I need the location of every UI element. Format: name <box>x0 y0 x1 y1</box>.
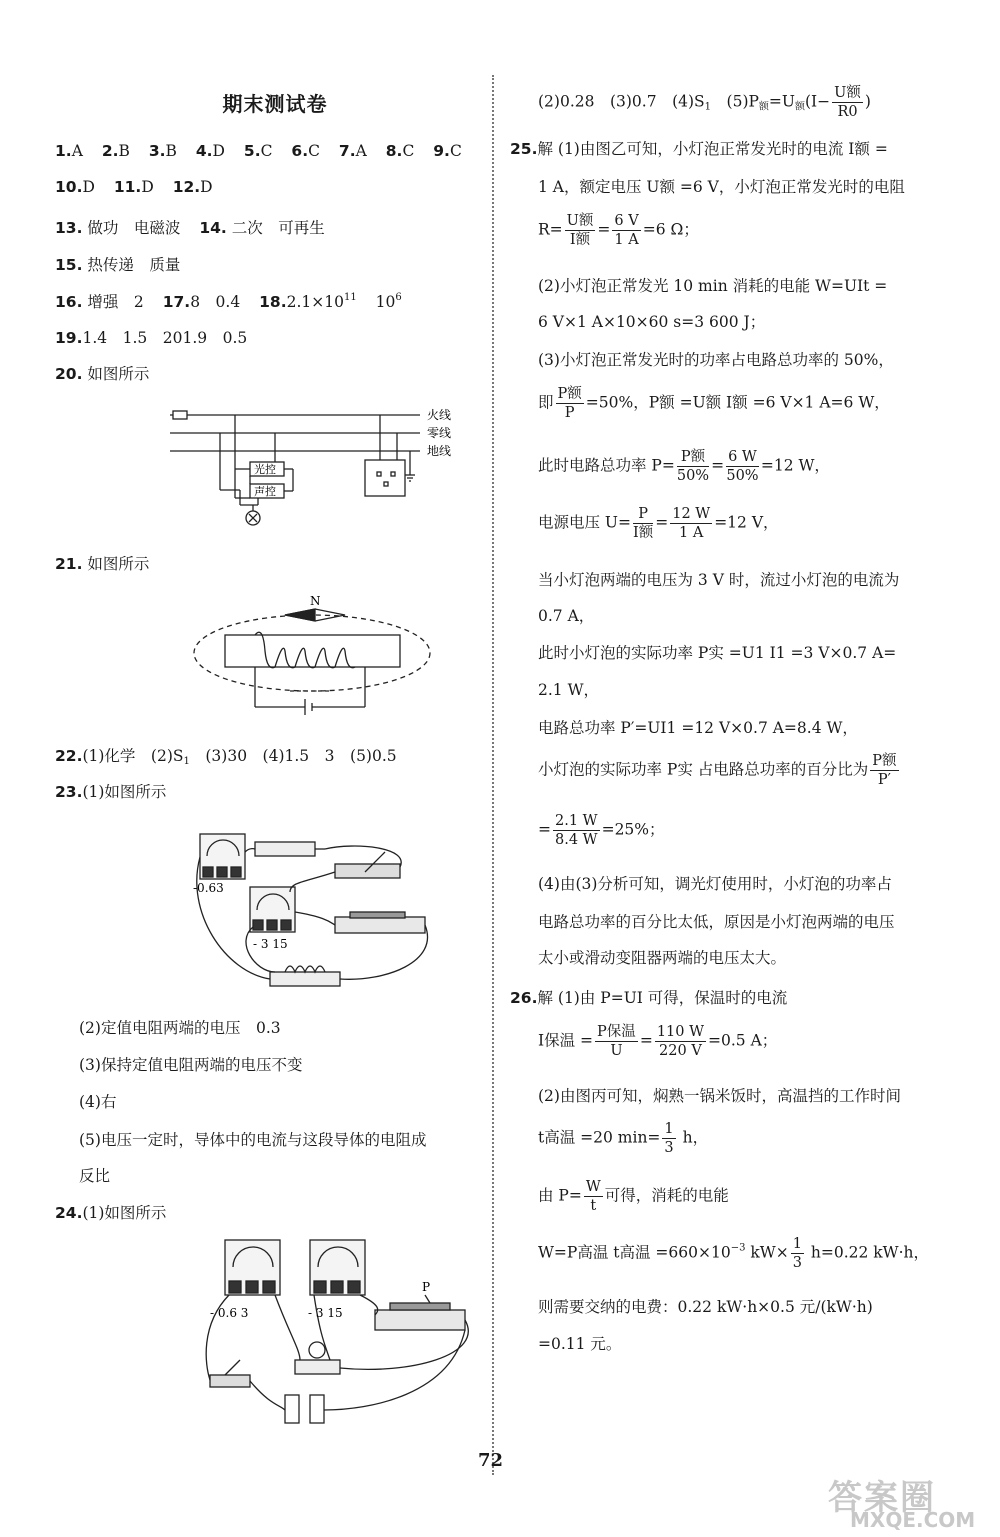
page-title: 期末测试卷 <box>222 92 328 116</box>
q25-line4: (2)小灯泡正常发光 10 min 消耗的电能 W=UIt = <box>538 277 888 295</box>
answer-21: 21. 如图所示 <box>55 555 150 573</box>
q26-line6: W=P高温 t高温 $=660\times 10^{-3}$ kW× $\frac{1}{3}$ h=0.22 kW·h， <box>538 1236 930 1271</box>
label-light-control: 光控 <box>254 463 276 476</box>
q25-line8: 此时电路总功率 P= $\frac{\text{P额}}{50\%}$ = $\frac{6 W}{50\%}$ =12 W， <box>538 449 830 484</box>
q25-line9: 电源电压 U= $\frac{P}{\text{I额}}$ = $\frac{12 W}{1 A}$ =12 V， <box>538 506 779 541</box>
q25-line14: 电路总功率 P′=UI1 =12 V×0.7 A=8.4 W， <box>538 719 858 737</box>
q25-line16: = $\frac{2.1 W}{8.4 W}$ =25%； <box>538 813 665 848</box>
answer-22: 22.(1)化学 $(2)S_1$ (3)30 (4)1.5 3 (5)0.5 <box>55 747 397 767</box>
answer-23-3: (3)保持定值电阻两端的电压不变 <box>79 1056 303 1074</box>
ammeter-terminals-24: - 0.6 3 <box>210 1306 249 1320</box>
q25-line12: 此时小灯泡的实际功率 P实 =U1 I1 =3 V×0.7 A= <box>538 644 897 662</box>
column-divider <box>492 75 494 1475</box>
answer-16-18: 16. 增强 2 17.8 0.4 $18.2.1\times 10^{11}$ $10^6$ <box>55 292 402 311</box>
q25-line2: 1 A，额定电压 U额 =6 V，小灯泡正常发光时的电阻 <box>538 178 905 196</box>
q25-line6: (3)小灯泡正常发光时的功率占电路总功率的 50%， <box>538 351 894 369</box>
page-number: 72 <box>478 1450 504 1471</box>
answer-20: 20. 如图所示 <box>55 365 150 383</box>
label-ground-wire: 地线 <box>427 444 452 458</box>
q26-line8: =0.11 元。 <box>538 1335 622 1353</box>
answer-23-head: 23.(1)如图所示 <box>55 783 167 801</box>
figure-23-experiment <box>185 822 445 1002</box>
q26-line2: I保温 = $\frac{\text{P保温}}{U}$ = $\frac{110 W}{220 V}$ =0.5 A； <box>538 1024 778 1059</box>
answers-1-9: 1.A 2.B 3.B 4.D 5.C 6.C 7.A 8.C 9.C <box>55 142 462 160</box>
voltmeter-terminals-24: - 3 15 <box>308 1306 343 1320</box>
answers-10-12: 10.D 11.D 12.D <box>55 178 213 196</box>
q25-line5: 6 V×1 A×10×60 s=3 600 J； <box>538 313 766 331</box>
q25-line18: 电路总功率的百分比太低，原因是小灯泡两端的电压 <box>538 913 895 931</box>
answer-23-5-cont: 反比 <box>79 1167 111 1185</box>
q25-line15: 小灯泡的实际功率 P实 占电路总功率的百分比为 $\frac{\text{P额}}{P'}$ <box>538 753 897 788</box>
q25-line19: 太小或滑动变阻器两端的电压太大。 <box>538 949 787 967</box>
answer-13-14: 13. 做功 电磁波 14. 二次 可再生 <box>55 219 325 237</box>
q26-line4: t高温 =20 min= $\frac{1}{3}$ h， <box>538 1121 709 1156</box>
label-fire-wire: 火线 <box>427 408 452 422</box>
voltmeter-terminals: - 3 15 <box>253 937 288 951</box>
label-north-pole: N <box>310 595 321 608</box>
q26-line7: 则需要交纳的电费：0.22 kW·h×0.5 元/(kW·h) <box>538 1298 873 1316</box>
q25-line10: 当小灯泡两端的电压为 3 V 时，流过小灯泡的电流为 <box>538 571 900 589</box>
q25-line11: 0.7 A， <box>538 607 595 625</box>
q25-line13: 2.1 W， <box>538 681 600 699</box>
ammeter-terminals: -0.63 <box>193 881 224 895</box>
answer-15: 15. 热传递 质量 <box>55 256 181 274</box>
answer-23-5: (5)电压一定时，导体中的电流与这段导体的电阻成 <box>79 1131 427 1149</box>
label-zero-wire: 零线 <box>427 426 452 440</box>
q25-line3: R= $\frac{\text{U额}}{\text{I额}}$ = $\frac{6 V}{1 A}$ =6 Ω； <box>538 213 699 248</box>
q25-line1: 25.解 (1)由图乙可知，小灯泡正常发光时的电流 I额 = <box>510 140 888 158</box>
watermark-logo: 答案圈 <box>828 1478 936 1518</box>
q25-line7: 即 $\frac{\text{P额}}{P}$ =50%，P额 =U额 I额 =6 V×1 A=6 W， <box>538 386 890 421</box>
q26-line3: (2)由图丙可知，焖熟一锅米饭时，高温挡的工作时间 <box>538 1087 901 1105</box>
answer-23-2: (2)定值电阻两端的电压 0.3 <box>79 1019 281 1037</box>
figure-24-experiment <box>150 1235 480 1425</box>
answer-24-cont: (2)0.28 (3)0.7 $(4)S_1$ $(5)P_额=U_额(I-$ $\frac{\text{U额}}{R0}$ ) <box>538 85 871 120</box>
answer-19: 19.1.4 1.5 201.9 0.5 <box>55 329 248 347</box>
q25-line17: (4)由(3)分析可知，调光灯使用时，小灯泡的功率占 <box>538 875 892 893</box>
answer-24-head: 24.(1)如图所示 <box>55 1204 167 1222</box>
watermark-url: MXQE.COM <box>850 1508 976 1532</box>
slider-label-p: P <box>422 1280 431 1294</box>
label-sound-control: 声控 <box>254 485 276 498</box>
q26-line1: 26.解 (1)由 P=UI 可得，保温时的电流 <box>510 989 788 1007</box>
figure-21-solenoid <box>190 595 435 720</box>
figure-20-circuit <box>165 400 475 530</box>
answer-23-4: (4)右 <box>79 1093 117 1111</box>
q26-line5: 由 P= $\frac{W}{t}$ 可得，消耗的电能 <box>538 1179 729 1214</box>
